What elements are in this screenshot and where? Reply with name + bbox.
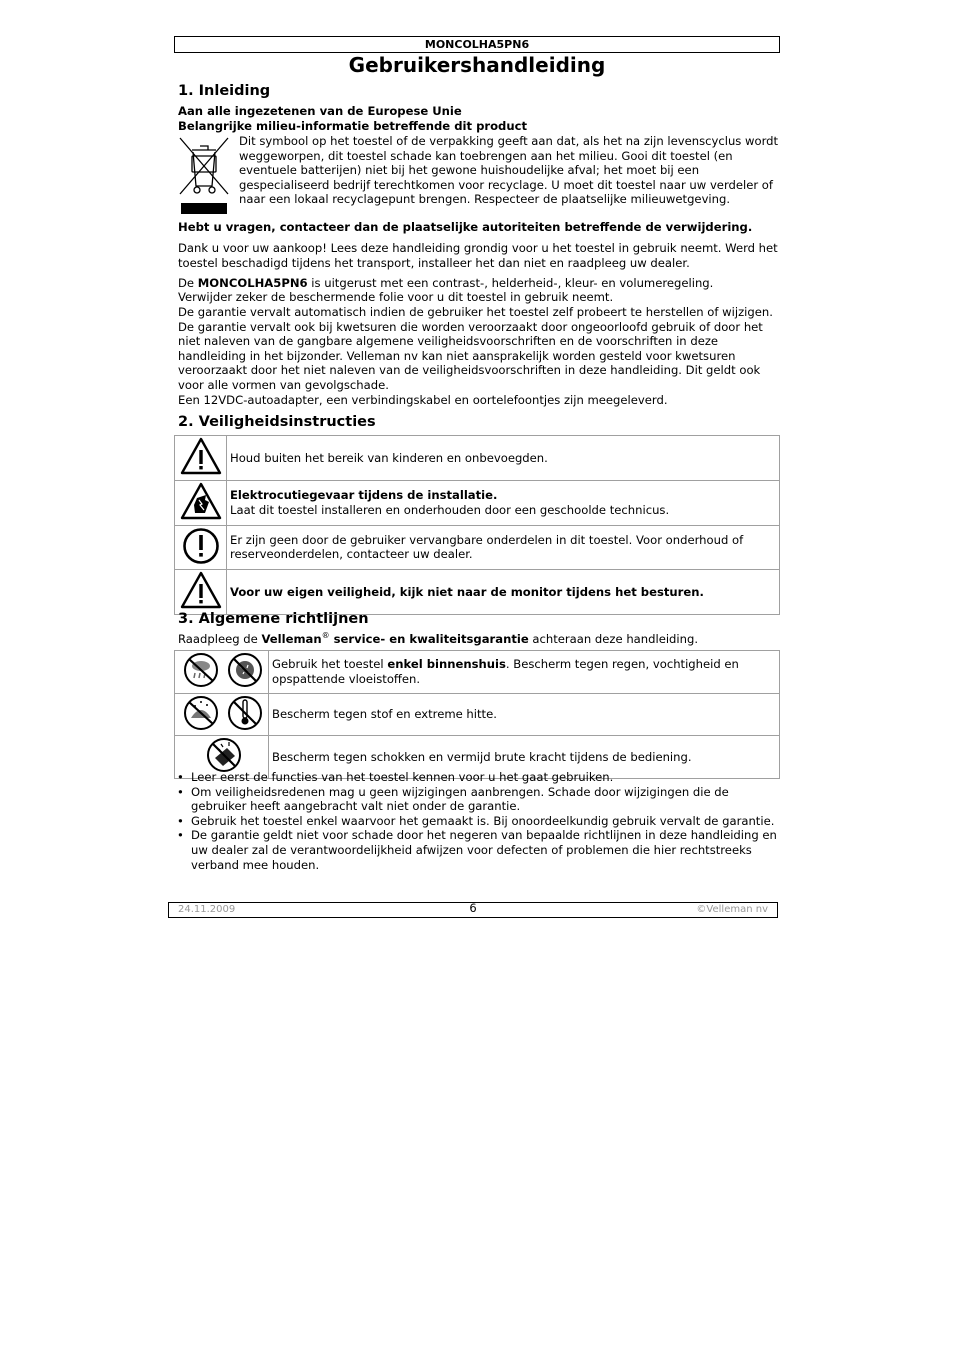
safety-row (175, 570, 780, 615)
guideline-text-shocks: Bescherm tegen schokken en vermijd brute kracht tijdens de bediening. (269, 736, 780, 779)
features-paragraph: De MONCOLHA5PN6 is uitgerust met een contrast-, helderheid-, kleur- en volumeregeling. (178, 276, 714, 290)
guideline-text-dust-heat: Bescherm tegen stof en extreme hitte. (269, 693, 780, 736)
no-liquid-icon (229, 654, 261, 686)
no-rain-liquid-icons (177, 651, 267, 689)
page-footer (168, 902, 778, 918)
guidelines-table (174, 650, 780, 779)
section-heading-richtlijnen: 3. Algemene richtlijnen (178, 611, 369, 627)
safety-text-electrocution: Elektrocutiegevaar tijdens de installatie. Laat dit toestel installeren en onderhouden door een geschoolde technicus. (227, 480, 780, 525)
list-item: • Gebruik het toestel enkel waarvoor het gemaakt is. Bij onoordeelkundig gebruik vervalt de garantie. (174, 814, 778, 829)
no-heat-icon (229, 697, 261, 729)
eu-line-1: Aan alle ingezetenen van de Europese Unie (178, 104, 462, 118)
safety-text-no-parts: Er zijn geen door de gebruiker vervangbare onderdelen in dit toestel. Voor onderhoud of reserveonderdelen, contacteer uw dealer. (227, 525, 780, 570)
accessories-paragraph: Een 12VDC-autoadapter, een verbindingskabel en oortelefoontjes zijn meegeleverd. (178, 393, 668, 407)
foil-paragraph: Verwijder zeker de beschermende folie voor u dit toestel in gebruik neemt. (178, 290, 614, 304)
safety-text-driving: Voor uw eigen veiligheid, kijk niet naar de monitor tijdens het besturen. (227, 570, 780, 615)
footer-date: 24.11.2009 (178, 904, 236, 915)
list-item: • Om veiligheidsredenen mag u geen wijzigingen aanbrengen. Schade door wijzigingen die de gebruiker heeft aangebracht valt niet onder de garantie. (174, 785, 778, 814)
weee-description: Dit symbool op het toestel of de verpakking geeft aan dat, als het na zijn levenscyclus wordt weggeworpen, dit toestel schade kan toebrengen aan het milieu. Gooi dit toestel (en eventuele batterijen) niet bij het gewone huishoudelijke afval; het moet bij een gespecialiseerd bedrijf terechtkomen voor recyclage. U moet dit toestel naar uw verdeler of naar een lokaal recyclagepunt brengen. Respecteer de plaatselijke milieuwetgeving. (239, 134, 779, 207)
list-item: • De garantie geldt niet voor schade door het negeren van bepaalde richtlijnen in deze handleiding en uw dealer zal de verantwoordelijkheid afwijzen voor defecten of problemen die hier rechtstreeks verband mee houden. (174, 828, 778, 872)
no-dust-heat-icons (177, 694, 267, 732)
section-heading-inleiding: 1. Inleiding (178, 83, 271, 99)
guideline-row (175, 693, 780, 736)
model-header: MONCOLHA5PN6 (174, 36, 780, 53)
warning-triangle-icon (179, 570, 223, 610)
section-heading-veiligheid: 2. Veiligheidsinstructies (178, 414, 376, 430)
guideline-text-indoors: Gebruik het toestel enkel binnenshuis. Bescherm tegen regen, vochtigheid en opspattende vloeistoffen. (269, 651, 780, 694)
weee-bin-icon (178, 136, 230, 216)
electrocution-icon (179, 481, 223, 521)
warranty-paragraph: De garantie vervalt automatisch indien de gebruiker het toestel zelf probeert te herstellen of wijzigen. De garantie vervalt ook bij kwetsuren die worden veroorzaakt door ongeoorloofd gebruik of door het niet naleven van de gangbare algemene veiligheidsvoorschriften en de voorschriften in deze handleiding in het bijzonder. Velleman nv kan niet aansprakelijk worden gesteld voor kwetsuren veroorzaakt door het niet naleven van de veiligheidsvoorschriften in deze handleiding. Dit geldt ook voor alle vormen van gevolgschade. (178, 305, 773, 392)
no-shock-icon (177, 736, 267, 774)
exclamation-circle-icon (181, 526, 221, 566)
safety-text-children: Houd buiten het bereik van kinderen en onbevoegden. (227, 436, 780, 481)
contact-authorities-line: Hebt u vragen, contacteer dan de plaatselijke autoriteiten betreffende de verwijdering. (178, 220, 753, 234)
page-number: 6 (469, 901, 477, 915)
safety-table (174, 435, 780, 615)
footer-copyright: ©Velleman nv (696, 904, 768, 915)
warranty-reference: Raadpleeg de Velleman® service- en kwaliteitsgarantie achteraan deze handleiding. (178, 631, 699, 646)
list-item: • Leer eerst de functies van het toestel kennen voor u het gaat gebruiken. (174, 770, 778, 785)
warning-triangle-icon (179, 436, 223, 476)
guideline-row (175, 651, 780, 694)
thanks-paragraph: Dank u voor uw aankoop! Lees deze handleiding grondig voor u het toestel in gebruik neemt. Werd het toestel beschadigd tijdens het transport, installeer het dan niet en raadpleeg uw dealer. (178, 241, 778, 270)
no-dust-icon (185, 697, 217, 729)
no-rain-icon (185, 654, 217, 686)
guideline-bullets (174, 770, 778, 872)
safety-row (175, 525, 780, 570)
safety-row (175, 436, 780, 481)
model-name: MONCOLHA5PN6 (197, 276, 308, 290)
document-title: Gebruikershandleiding (348, 53, 606, 77)
safety-row (175, 480, 780, 525)
eu-line-2: Belangrijke milieu-informatie betreffende dit product (178, 119, 528, 133)
